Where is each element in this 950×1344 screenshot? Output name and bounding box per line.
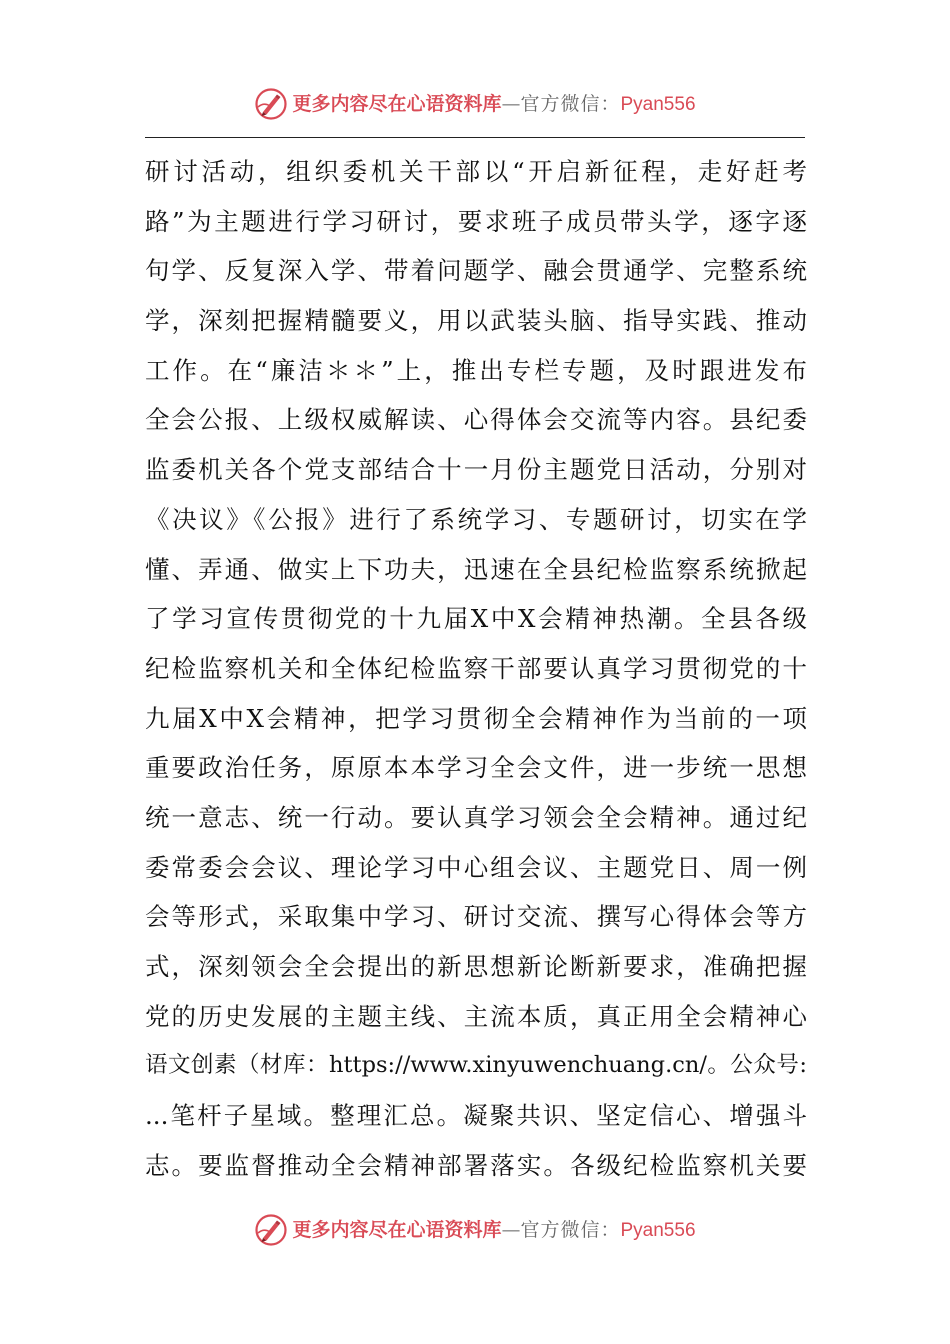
banner-wechat-id: Pyan556 — [620, 93, 696, 115]
body-line: 纪检监察机关和全体纪检监察干部要认真学习贯彻党的十 — [145, 653, 807, 683]
banner-official-label: 官方微信： — [520, 92, 621, 115]
pen-circle-logo-icon — [254, 1213, 288, 1247]
banner-official-label: 官方微信： — [520, 1218, 621, 1241]
footer-banner — [0, 1210, 950, 1250]
banner-wechat-id: Pyan556 — [620, 1219, 696, 1241]
body-line: 党的历史发展的主题主线、主流本质，真正用全会精神心 — [145, 1001, 807, 1031]
body-line: 志。要监督推动全会精神部署落实。各级纪检监察机关要 — [145, 1150, 807, 1180]
body-line: 会等形式，采取集中学习、研讨交流、撰写心得体会等方 — [145, 902, 807, 932]
body-line: 式，深刻领会全会提出的新思想新论断新要求，准确把握 — [145, 952, 807, 981]
body-line: 语文创素（材库：https://www.xinyuwenchuang.cn/。公众号: — [145, 1052, 807, 1079]
header-banner — [0, 84, 950, 124]
body-line: 监委机关各个党支部结合十一月份主题党日活动，分别对 — [145, 455, 807, 485]
body-line: 路”为主题进行学习研讨，要求班子成员带头学，逐字逐 — [145, 206, 807, 236]
body-line: 委常委会会议、理论学习中心组会议、主题党日、周一例 — [145, 852, 807, 882]
body-line: 研讨活动，组织委机关干部以“开启新征程，走好赶考 — [145, 157, 807, 186]
body-line: ...笔杆子星域。整理汇总。凝聚共识、坚定信心、增强斗 — [145, 1101, 807, 1131]
body-line: 九届X中X会精神，把学习贯彻全会精神作为当前的一项 — [145, 703, 807, 733]
body-line: 工作。在“廉洁＊＊”上，推出专栏专题，及时跟进发布 — [145, 355, 807, 385]
banner-main-text: 更多内容尽在心语资料库 — [292, 92, 502, 115]
header-divider — [145, 137, 805, 138]
body-line: 统一意志、统一行动。要认真学习领会全会精神。通过纪 — [145, 802, 807, 832]
banner-dash: — — [501, 92, 521, 115]
body-line: 《决议》《公报》进行了系统学习、专题研讨，切实在学 — [145, 504, 807, 534]
pen-circle-logo-icon — [254, 87, 288, 121]
body-line: 重要政治任务，原原本本学习全会文件，进一步统一思想 — [145, 753, 807, 783]
banner-dash: — — [501, 1218, 521, 1241]
body-line: 全会公报、上级权威解读、心得体会交流等内容。县纪委 — [145, 405, 807, 435]
body-line: 学，深刻把握精髓要义，用以武装头脑、指导实践、推动 — [145, 306, 807, 336]
body-line: 了学习宣传贯彻党的十九届X中X会精神热潮。全县各级 — [145, 604, 807, 634]
body-line: 句学、反复深入学、带着问题学、融会贯通学、完整系统 — [145, 256, 807, 286]
body-line: 懂、弄通、做实上下功夫，迅速在全县纪检监察系统掀起 — [145, 554, 807, 584]
banner-main-text: 更多内容尽在心语资料库 — [292, 1218, 502, 1241]
document-body — [145, 147, 807, 1190]
